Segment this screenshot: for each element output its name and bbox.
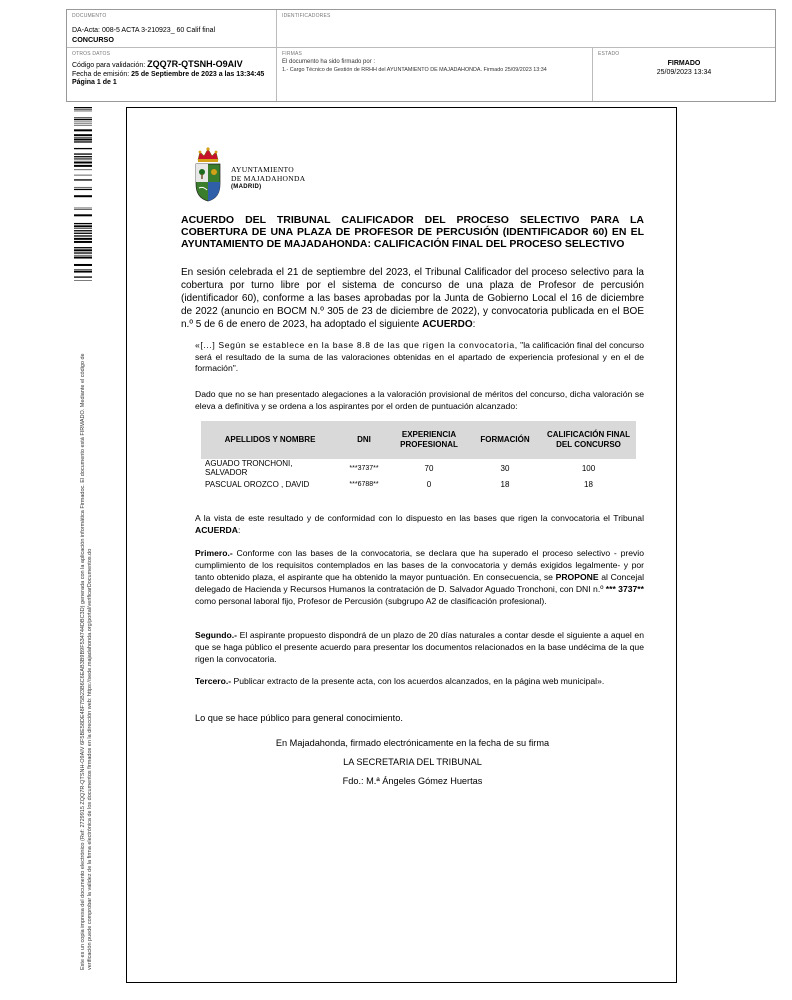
signature-role: LA SECRETARIA DEL TRIBUNAL — [343, 757, 482, 767]
segundo-label: Segundo.- — [195, 630, 238, 640]
firmas-line1: El documento ha sido firmado por : — [282, 59, 376, 65]
side-text-line2: verificación puede comprobar la validez de la firma electrónica de los documentos firmados en la dirección web: https://sede.majadahonda.org/portal/verificarDocumentos.do — [87, 548, 93, 970]
organization-name — [231, 165, 305, 192]
verification-side-text — [80, 290, 94, 970]
quote-rest: "la calificación final del concurso será el resultado de la suma de las valoraciones obtenidas en el apartado de experiencia profesional y en el de formación". — [195, 340, 644, 373]
org-line3: (MADRID) — [231, 184, 262, 190]
closing-paragraph: Lo que se hace público para general conocimiento. — [195, 713, 403, 723]
cell-calificacion: 18 — [584, 480, 593, 489]
estado-value: FIRMADO — [667, 60, 701, 67]
org-line1: AYUNTAMIENTO — [231, 165, 294, 174]
tercero-paragraph — [195, 675, 644, 687]
col-dni: DNI — [339, 421, 389, 459]
firmas-caption: FIRMAS — [282, 51, 303, 57]
otros-datos-caption: OTROS DATOS — [72, 51, 111, 57]
primero-dni: *** 3737** — [605, 584, 644, 594]
fecha-prefix: Fecha de emisión: — [72, 70, 130, 78]
documento-line1: DA-Acta: 008-5 ACTA 3-210923_ 60 Calif final — [72, 27, 216, 34]
document-header — [66, 9, 776, 102]
documento-line2: CONCURSO — [72, 35, 114, 44]
vista-end: : — [237, 525, 241, 535]
table-row — [201, 459, 636, 477]
cell-experiencia: 70 — [424, 463, 434, 473]
side-text-line1: Este es un copia impresa del documento electrónico (Ref: 2729915 ZQQ7R-QTSNH-O9AIV 6F5BE58DE48F75B23B6C6EAB3B9B9F534744DBC3D) generada con la aplicación informática Firmadoc. El documento está FIRMADO. Mediante el código de — [80, 353, 86, 970]
quote-paragraph — [195, 340, 644, 375]
org-line2: DE MAJADAHONDA — [231, 174, 306, 183]
tercero-label: Tercero.- — [195, 676, 232, 686]
document-title: ACUERDO DEL TRIBUNAL CALIFICADOR DEL PROCESO SELECTIVO PARA LA COBERTURA DE UNA PLAZA DE PROFESOR DE PERCUSIÓN (IDENTIFICADOR 60) EN EL AYUNTAMIENTO DE MAJADAHONDA: CALIFICACIÓN FINAL DEL PROCESO SELECTIVO — [181, 214, 644, 250]
col-formacion: FORMACIÓN — [469, 421, 541, 459]
codigo-validacion — [72, 60, 271, 71]
estado-cell — [593, 48, 775, 101]
intro-paragraph — [181, 266, 644, 331]
fecha-emision — [72, 71, 271, 80]
segundo-paragraph — [195, 629, 644, 665]
documento-cell — [67, 10, 277, 48]
cell-formacion: 30 — [500, 463, 510, 473]
col-calificacion: CALIFICACIÓN FINAL DEL CONCURSO — [541, 421, 636, 459]
signature-place-date: En Majadahonda, firmado electrónicamente en la fecha de su firma — [275, 738, 550, 748]
primero-text1: Conforme con las bases de la convocatoria, se declara que ha superado el proceso selectivo - previo cumplimiento de los requisitos contemplados en las bases de la convocatoria y demás exigidos legalmente- y por tanto obtenido plaza, el aspirante que ha obtenido la mayor puntuación. En consecuencia, se — [195, 548, 644, 582]
intro-bold: ACUERDO — [422, 319, 473, 330]
signature-name: Fdo.: M.ª Ángeles Gómez Huertas — [342, 776, 483, 786]
segundo-text: El aspirante propuesto dispondrá de un plazo de 20 días naturales a contar desde el siguiente a aquel en que se haga público el presente acuerdo para presentar los documentos relacionados en la base undécima de la que rigen la convocatoria. — [195, 630, 644, 664]
primero-text3: como personal laboral fijo, Profesor de Percusión (subgrupo A2 de clasificación profesional). — [195, 596, 547, 606]
fecha-value: 25 de Septiembre de 2023 a las 13:34:45 — [131, 70, 265, 78]
estado-caption: ESTADO — [598, 51, 620, 57]
ranking-paragraph: Dado que no se han presentado alegaciones a la valoración provisional de méritos del concurso, dicha valoración se eleva a definitiva y se ordena a los aspirantes por el orden de puntuación alcanzado: — [195, 389, 644, 411]
identificadores-caption: IDENTIFICADORES — [282, 13, 331, 19]
estado-fecha: 25/09/2023 13:34 — [656, 68, 712, 76]
vista-text: A la vista de este resultado y de conformidad con lo dispuesto en las bases que rigen la convocatoria el Tribunal — [195, 513, 644, 523]
primero-bold: PROPONE — [555, 572, 599, 582]
identificadores-cell — [277, 10, 775, 48]
cell-formacion: 18 — [500, 480, 510, 489]
quote-lead: «[...] Según se establece en la base 8.8 de las que rigen la convocatoria, — [195, 340, 518, 350]
primero-text2: al Concejal delegado de Hacienda y Recursos Humanos la contratación de D. Salvador Aguado Tronchoni, con DNI n.º — [195, 572, 645, 594]
cell-dni: ***6788** — [349, 481, 379, 488]
table-row — [201, 477, 636, 492]
codigo-prefix: Código para validación: — [72, 62, 146, 69]
firmas-cell — [277, 48, 593, 101]
pagina-count: Página 1 de 1 — [72, 79, 117, 86]
tercero-text: Publicar extracto de la presente acta, con los acuerdos alcanzados, en la página web municipal». — [231, 676, 605, 686]
cell-nombre: AGUADO TRONCHONI, SALVADOR — [205, 459, 293, 477]
firmas-line2: 1.- Cargo Técnico de Gestión de RRHH del AYUNTAMIENTO DE MAJADAHONDA. Firmado 25/09/2023 13:34 — [282, 66, 547, 73]
documento-caption: DOCUMENTO — [72, 13, 107, 19]
col-experiencia: EXPERIENCIA PROFESIONAL — [389, 421, 469, 459]
vista-paragraph — [195, 512, 644, 536]
codigo-value: ZQQ7R-QTSNH-O9AIV — [147, 59, 243, 69]
primero-label: Primero.- — [195, 548, 233, 558]
cell-nombre: PASCUAL OROZCO , DAVID — [205, 480, 310, 489]
coat-of-arms-logo — [193, 146, 223, 202]
intro-text: En sesión celebrada el 21 de septiembre del 2023, el Tribunal Calificador del proceso selectivo para la cobertura por turno libre por el sistema de concurso de una plaza de Profesor de percusión (identificador 60), conforme a las bases aprobadas por la Junta de Gobierno Local el 16 de diciembre de 2022 (anuncio en BOCM N.º 305 de 23 de diciembre de 2022), y convocatoria publicada en el BOE n.º 5 de 6 de enero de 2023, ha adoptado el siguiente — [181, 267, 644, 330]
intro-end: : — [472, 319, 476, 330]
otros-datos-cell — [67, 48, 277, 101]
barcode-image — [74, 107, 92, 281]
cell-calificacion: 100 — [581, 463, 596, 473]
vista-bold: ACUERDA — [195, 525, 238, 535]
primero-paragraph — [195, 547, 644, 607]
results-table — [201, 421, 636, 492]
table-header-row — [201, 421, 636, 459]
cell-experiencia: 0 — [426, 480, 432, 489]
col-nombre: APELLIDOS Y NOMBRE — [201, 421, 339, 459]
cell-dni: ***3737** — [349, 464, 379, 472]
